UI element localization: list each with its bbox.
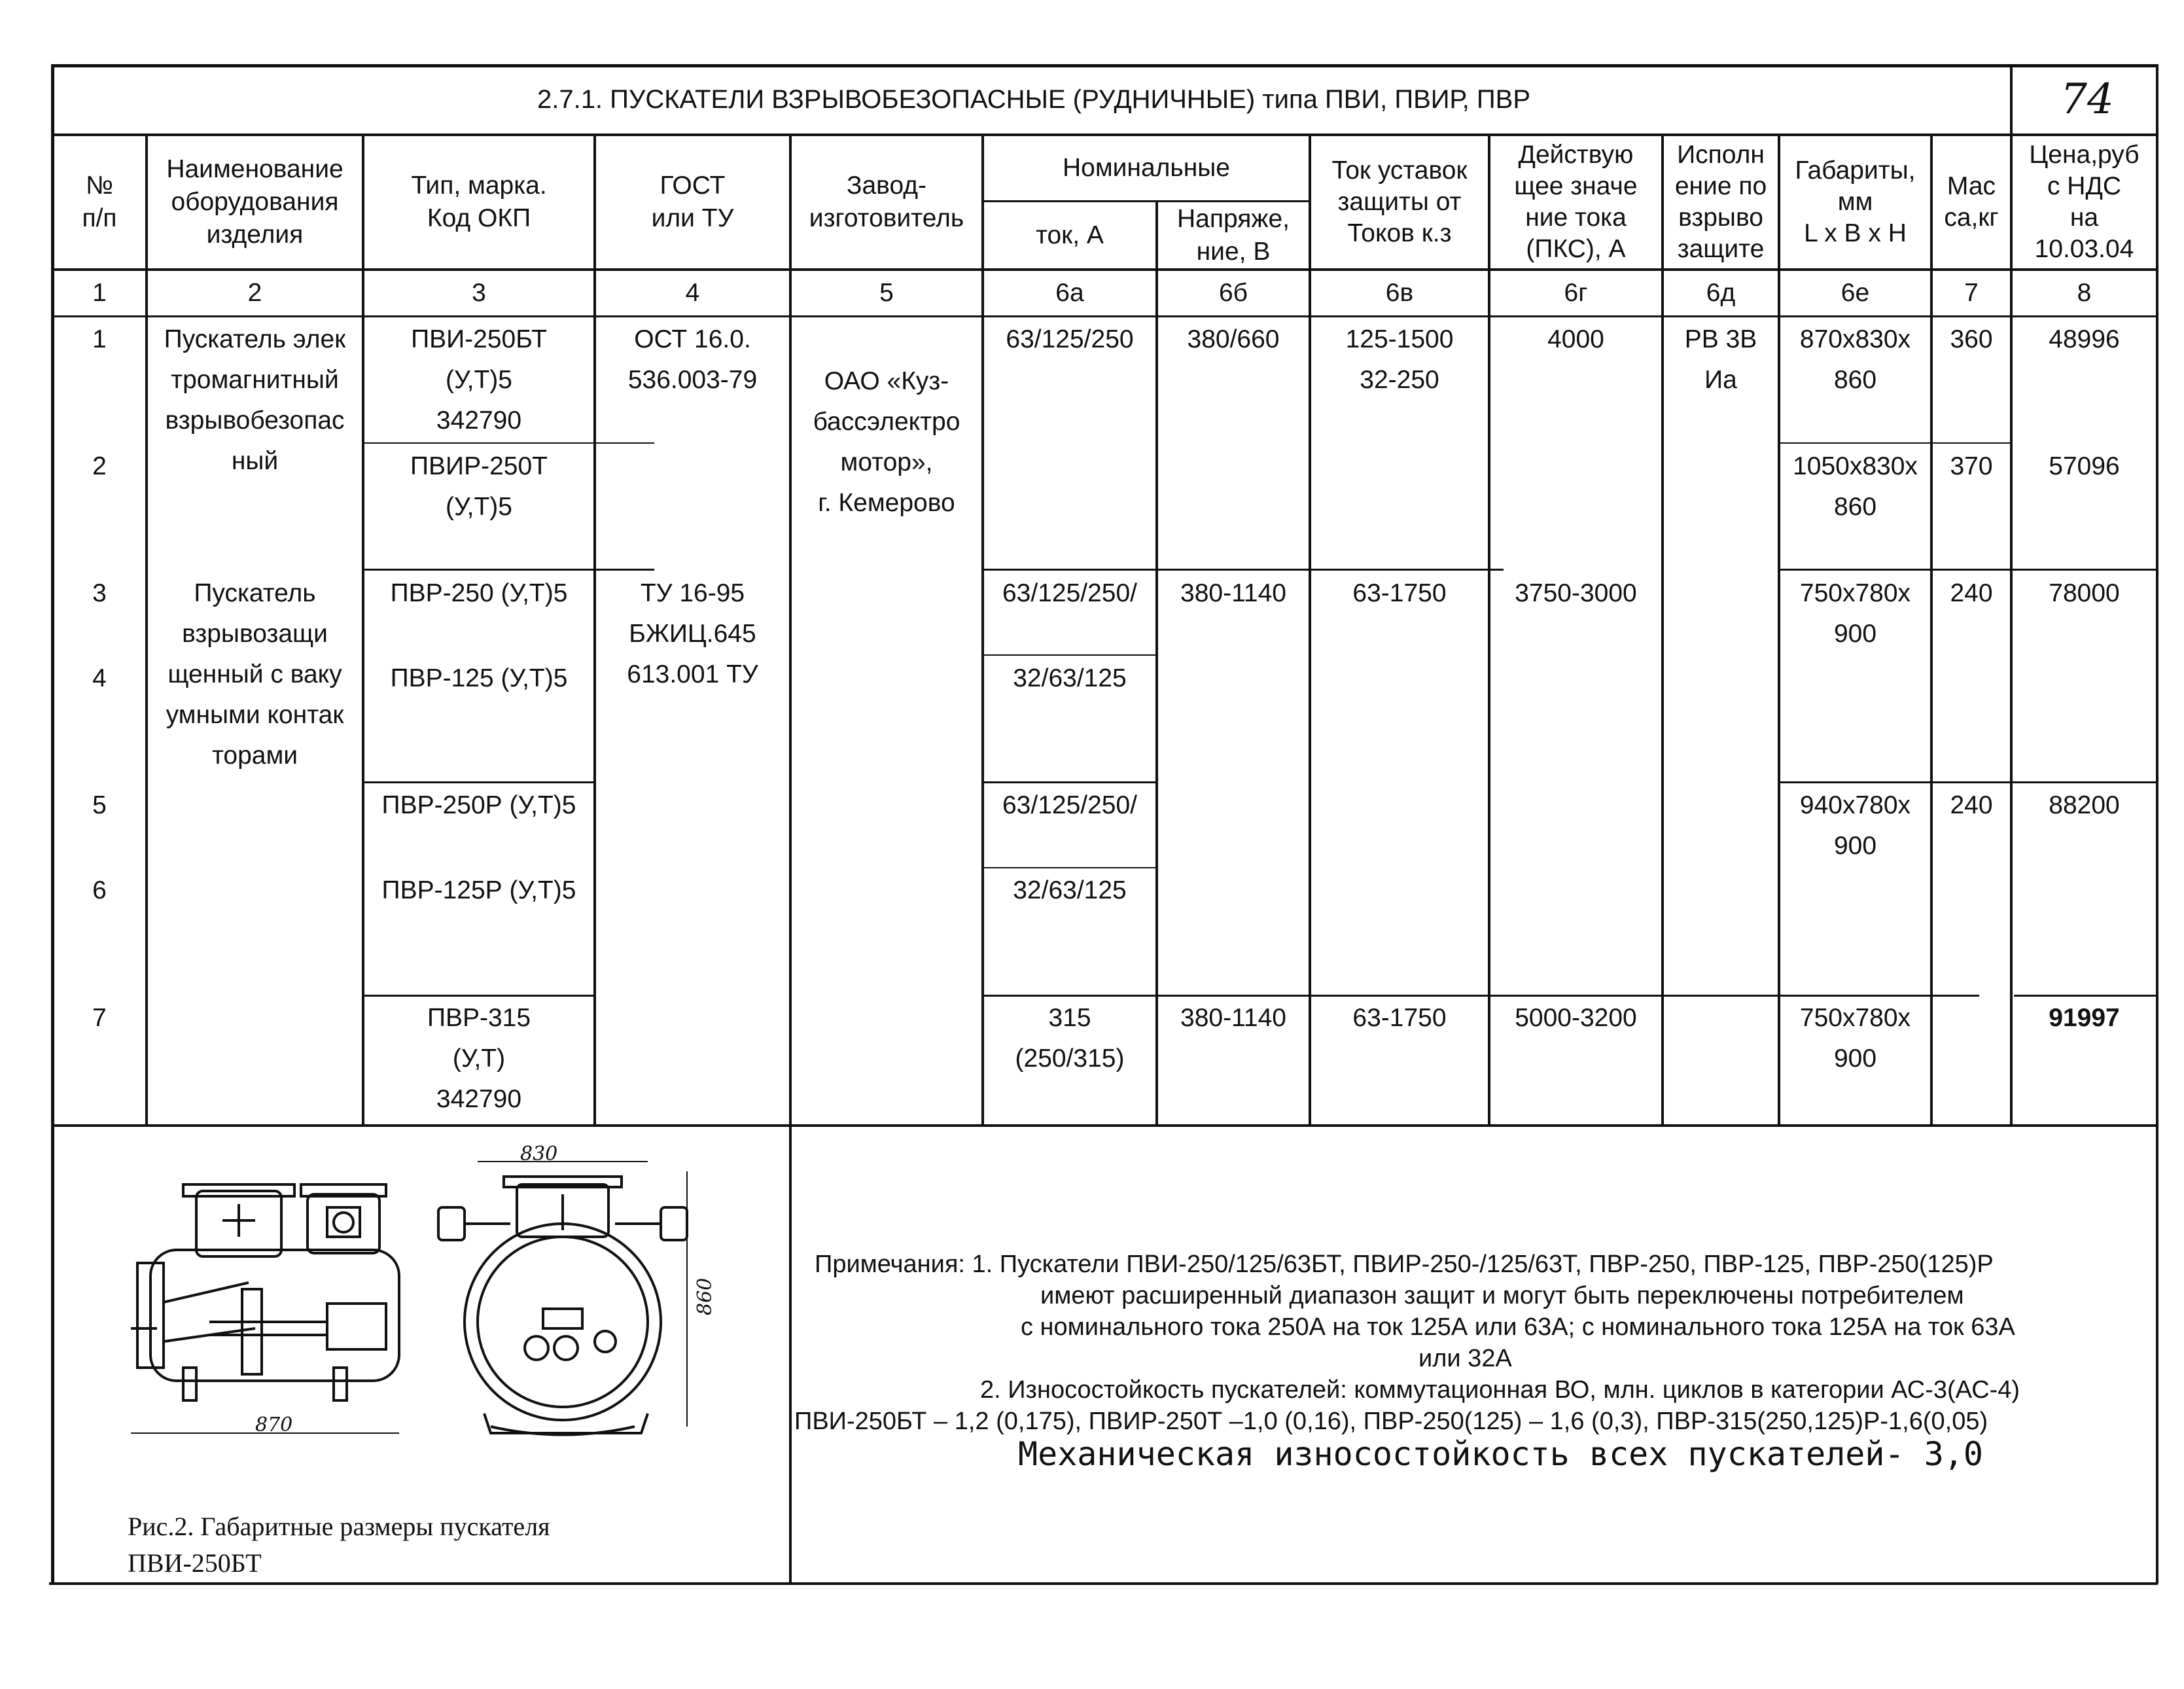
col-header-price: Цена,руб с НДС на 10.03.04	[2029, 141, 2140, 263]
dimensions: 750x780x 900	[1799, 579, 1911, 648]
col-header-gost: ГОСТ или ТУ	[651, 171, 734, 232]
mass: 240	[1950, 579, 1993, 607]
rule-row3-right	[1778, 569, 2158, 571]
price: 48996	[2049, 325, 2120, 353]
rule-row3-type	[362, 569, 654, 571]
rule-col-maker	[789, 133, 792, 1584]
row-number: 3	[92, 579, 107, 607]
side-view	[131, 1184, 399, 1400]
acting-current: 4000	[1547, 325, 1604, 353]
note-line: 2. Износостойкость пускателей: коммутационная ВО, млн. циклов в категории АС-3(АС-4)	[980, 1376, 2020, 1404]
col-header-mass: Мас са,кг	[1944, 172, 1999, 232]
nominal-current: 32/63/125	[1013, 664, 1127, 692]
gost-standard: ТУ 16-95 БЖИЦ.645 613.001 ТУ	[627, 579, 758, 688]
page-title: 2.7.1. ПУСКАТЕЛИ ВЗРЫВОБЕЗОПАСНЫЕ (РУДНИЧНЫЕ) типа ПВИ, ПВИР, ПВР	[537, 84, 1531, 114]
col-number: 6а	[1055, 279, 1084, 307]
type-code: ПВР-125 (У,Т)5	[390, 664, 568, 692]
col-header-name: Наименование оборудования изделия	[166, 155, 343, 249]
col-header-type: Тип, марка. Код ОКП	[411, 171, 547, 232]
row-number: 4	[92, 664, 107, 692]
nominal-current: 63/125/250	[1006, 325, 1134, 353]
type-code: ПВР-250Р (У,Т)5	[381, 791, 576, 819]
nominal-current: 63/125/250/	[1002, 579, 1138, 607]
col-number: 7	[1964, 279, 1979, 307]
dimensions: 870x830x 860	[1799, 325, 1911, 394]
acting-current: 5000-3200	[1515, 1004, 1637, 1032]
gost-standard: ОСТ 16.0. 536.003-79	[627, 325, 758, 394]
row-number: 6	[92, 876, 107, 904]
type-code: ПВИ-250БТ (У,Т)5 342790	[411, 325, 547, 435]
type-code: ПВР-315 (У,Т) 342790	[427, 1004, 531, 1113]
col-header-dims: Габариты, мм L x B x H	[1795, 156, 1916, 247]
col-header-acting: Действую щее значе ние тока (ПКС), А	[1514, 141, 1638, 263]
col-number: 5	[879, 279, 894, 307]
rule-table-bottom	[51, 1124, 2158, 1127]
nominal-current: 315 (250/315)	[1015, 1004, 1125, 1073]
row-number: 7	[92, 1004, 107, 1032]
equipment-name: Пускатель взрывозащи щенный с ваку умными контак торами	[166, 579, 344, 770]
rule-row5-right	[1778, 781, 2158, 783]
dimension-label-width: 830	[520, 1143, 558, 1165]
protection-setting: 63-1750	[1352, 1004, 1447, 1032]
starter-drawing	[118, 1132, 707, 1459]
protection-setting: 125-1500 32-250	[1345, 325, 1454, 394]
note-line: Механическая износостойкость всех пускателей- 3,0	[1018, 1435, 1984, 1473]
rule-right	[2156, 64, 2158, 1584]
col-header-setting: Ток уставок защиты от Токов к.з	[1331, 156, 1468, 247]
col-number: 4	[685, 279, 700, 307]
dimensions: 940x780x 900	[1799, 791, 1911, 860]
mass: 370	[1950, 452, 1993, 480]
note-line: Примечания: 1. Пускатели ПВИ-250/125/63БТ, ПВИР-250-/125/63Т, ПВР-250, ПВР-125, ПВР-250(125)Р	[815, 1251, 1994, 1278]
rule-row7-price	[2014, 995, 2158, 997]
col-number: 2	[247, 279, 262, 307]
mass: 240	[1950, 791, 1993, 819]
note-line: с номинального тока 250А на ток 125А или 63А; с номинального тока 125А на ток 63А	[1021, 1313, 2015, 1341]
nominal-voltage: 380-1140	[1180, 579, 1286, 607]
row-number: 5	[92, 791, 107, 819]
col-number: 1	[92, 279, 107, 307]
figure-caption: Рис.2. Габаритные размеры пускателя ПВИ-250БТ	[128, 1512, 550, 1578]
rule-row3-params	[981, 569, 1504, 571]
note-line: имеют расширенный диапазон защит и могут быть переключены потребителем	[1040, 1282, 1964, 1309]
price: 88200	[2049, 791, 2120, 819]
equipment-name: Пускатель элек тромагнитный взрывобезопас ный	[164, 325, 346, 475]
rule-row6-current	[981, 867, 1155, 868]
manufacturer: ОАО «Куз- бассэлектро мотор», г. Кемерово	[813, 367, 960, 517]
type-code: ПВР-250 (У,Т)5	[390, 579, 568, 607]
rule-row2-type	[362, 442, 654, 444]
nominal-current: 63/125/250/	[1002, 791, 1138, 819]
col-number: 6д	[1706, 279, 1736, 307]
type-code: ПВИР-250Т (У,Т)5	[410, 452, 548, 521]
rule-row7-type	[362, 995, 593, 997]
col-number: 6б	[1218, 279, 1248, 307]
type-code: ПВР-125Р (У,Т)5	[381, 876, 576, 904]
col-header-exec: Исполн ение по взрыво защите	[1674, 141, 1767, 263]
mass: 360	[1950, 325, 1993, 353]
col-header-nominal: Номинальные	[1062, 154, 1230, 182]
nominal-current: 32/63/125	[1013, 876, 1127, 904]
row-number: 2	[92, 452, 107, 480]
rule-row5-type	[362, 781, 593, 783]
dimension-label-height: 860	[694, 1277, 716, 1315]
col-number: 6в	[1385, 279, 1414, 307]
note-line: ПВИ-250БТ – 1,2 (0,175), ПВИР-250Т –1,0 (0,16), ПВР-250(125) – 1,6 (0,3), ПВР-315(250,125)Р-1,6(0,05)	[794, 1408, 1988, 1435]
note-line: или 32А	[1418, 1345, 1512, 1372]
rule-row7-params	[981, 995, 1979, 997]
col-number: 8	[2077, 279, 2092, 307]
rule-row5-current	[981, 781, 1155, 783]
rule-row2-dims	[1778, 442, 2010, 444]
col-number: 3	[472, 279, 486, 307]
dimensions: 750x780x 900	[1799, 1004, 1911, 1073]
rule-colnums-bottom	[51, 315, 2158, 317]
col-header-current: ток, А	[1036, 221, 1104, 249]
protection-setting: 63-1750	[1352, 579, 1447, 607]
price: 78000	[2049, 579, 2120, 607]
rule-row4-current	[981, 654, 1155, 656]
col-header-no: № п/п	[82, 171, 117, 232]
col-header-voltage: Напряже, ние, В	[1177, 204, 1290, 266]
col-header-maker: Завод- изготовитель	[809, 171, 964, 232]
page-number: 74	[2060, 75, 2114, 124]
price: 91997	[2049, 1004, 2120, 1032]
col-number: 6е	[1841, 279, 1870, 307]
col-number: 6г	[1564, 279, 1588, 307]
nominal-voltage: 380-1140	[1180, 1004, 1286, 1032]
price: 57096	[2049, 452, 2120, 480]
explosion-protection: РВ 3В Иа	[1684, 325, 1757, 394]
front-view	[438, 1177, 687, 1435]
dimensions: 1050x830x 860	[1793, 452, 1918, 521]
row-number: 1	[92, 325, 107, 353]
acting-current: 3750-3000	[1515, 579, 1637, 607]
dimension-label-length: 870	[255, 1413, 293, 1436]
rule-page-bottom	[49, 1582, 2158, 1585]
nominal-voltage: 380/660	[1187, 325, 1280, 353]
